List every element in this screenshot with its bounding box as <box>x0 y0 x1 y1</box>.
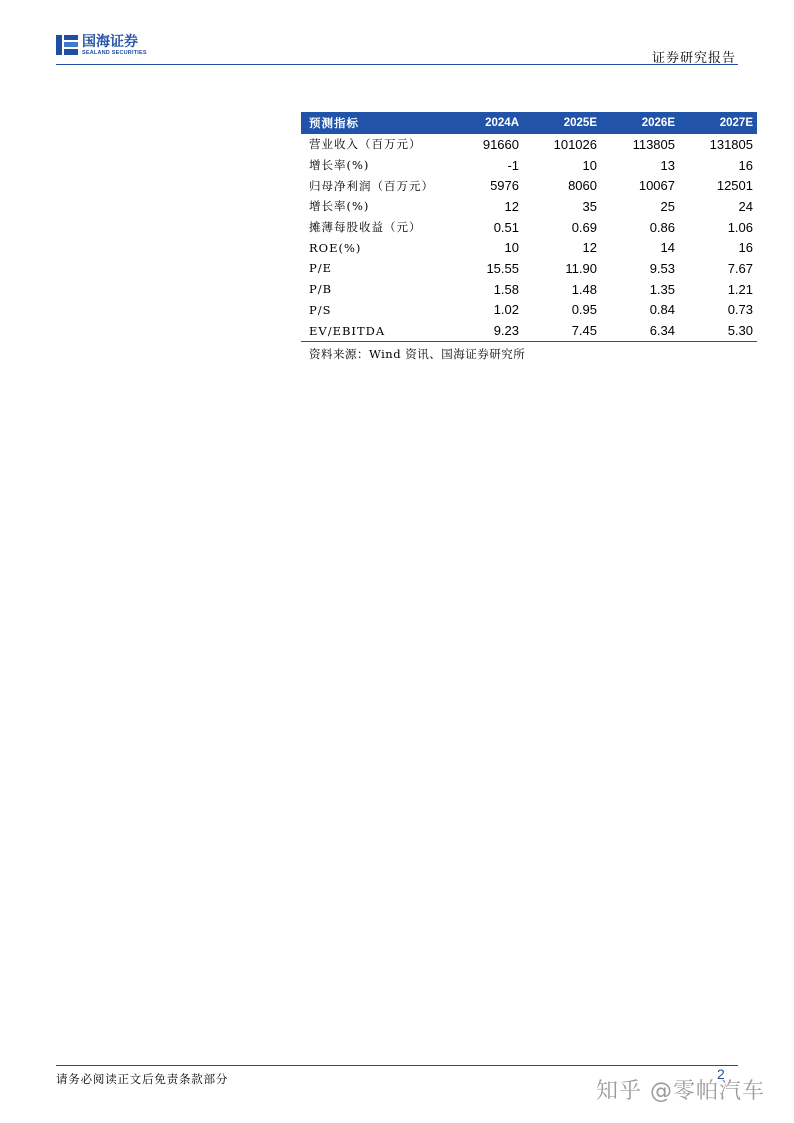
table-cell: 0.84 <box>649 302 675 318</box>
row-label: P/B <box>309 282 333 297</box>
document-type: 证券研究报告 <box>651 51 736 66</box>
page-number: 2 <box>717 1066 725 1082</box>
column-header-year: 2024A <box>466 112 523 134</box>
table-cell: 5976 <box>490 178 519 194</box>
table-cell: 13 <box>660 157 675 173</box>
table-row <box>301 300 757 321</box>
column-header-year: 2026E <box>601 112 679 134</box>
company-logo <box>56 34 166 58</box>
row-label: 增长率(%) <box>309 199 370 214</box>
table-row <box>301 320 757 341</box>
table-row <box>301 155 757 176</box>
table-cell: 9.23 <box>466 320 523 341</box>
table-cell: 1.48 <box>571 281 597 297</box>
table-row <box>301 175 757 196</box>
row-label: 摊薄每股收益（元） <box>309 220 422 235</box>
row-label: ROE(%) <box>309 240 362 255</box>
column-header-year: 2027E <box>679 112 757 134</box>
table-cell: 0.69 <box>571 219 597 235</box>
table-cell: 91660 <box>482 136 519 152</box>
table-cell: -1 <box>507 157 519 173</box>
table-source-note: 资料来源：Wind 资讯、国海证券研究所 <box>309 347 526 361</box>
table-cell: 0.86 <box>649 219 675 235</box>
table-row <box>301 237 757 258</box>
table-cell: 16 <box>738 157 753 173</box>
table-cell: 12 <box>582 240 597 256</box>
column-header-indicator: 预测指标 <box>301 112 466 134</box>
forecast-table <box>301 112 757 342</box>
logo-text-en: SEALAND SECURITIES <box>82 50 147 56</box>
row-label: 归母净利润（百万元） <box>309 178 434 193</box>
table-cell: 0.51 <box>493 219 519 235</box>
table-cell: 12 <box>504 198 519 214</box>
table-cell: 10 <box>582 157 597 173</box>
table-cell: 1.06 <box>727 219 753 235</box>
row-label: EV/EBITDA <box>301 320 466 341</box>
table-cell: 6.34 <box>601 320 679 341</box>
table-cell: 131805 <box>709 136 753 152</box>
table-cell: 7.45 <box>523 320 601 341</box>
table-cell: 12501 <box>716 178 753 194</box>
header-divider <box>56 64 738 65</box>
table-cell: 16 <box>738 240 753 256</box>
footer-divider <box>56 1065 738 1066</box>
column-header-year: 2025E <box>523 112 601 134</box>
table-cell: 101026 <box>553 136 597 152</box>
table-cell: 7.67 <box>727 260 753 276</box>
table-cell: 15.55 <box>486 260 519 276</box>
table-cell: 1.21 <box>727 281 753 297</box>
row-label: 增长率(%) <box>309 158 370 173</box>
zhihu-watermark: 知乎 @零帕汽车 <box>596 1079 765 1104</box>
table-row <box>301 258 757 279</box>
table-row <box>301 196 757 217</box>
row-label: P/E <box>309 261 333 276</box>
table-cell: 14 <box>660 240 675 256</box>
table-row <box>301 279 757 300</box>
table-row <box>301 217 757 238</box>
disclaimer-note: 请务必阅读正文后免责条款部分 <box>56 1072 229 1086</box>
table-header-row <box>301 112 757 134</box>
sealand-logo-icon <box>56 34 78 56</box>
table-cell: 1.58 <box>493 281 519 297</box>
table-row <box>301 134 757 155</box>
row-label: 营业收入（百万元） <box>309 137 422 152</box>
table-cell: 10067 <box>638 178 675 194</box>
table-cell: 24 <box>738 198 753 214</box>
row-label: P/S <box>309 302 332 317</box>
table-cell: 8060 <box>568 178 597 194</box>
table-cell: 113805 <box>632 136 675 152</box>
table-cell: 9.53 <box>649 260 675 276</box>
logo-text-cn: 国海证券 <box>82 34 138 50</box>
table-cell: 35 <box>582 198 597 214</box>
table-cell: 1.02 <box>493 302 519 318</box>
table-cell: 5.30 <box>679 320 757 341</box>
table-cell: 1.35 <box>649 281 675 297</box>
table-cell: 25 <box>660 198 675 214</box>
table-cell: 10 <box>504 240 519 256</box>
table-cell: 0.73 <box>727 302 753 318</box>
table-cell: 0.95 <box>571 302 597 318</box>
table-cell: 11.90 <box>565 260 597 276</box>
